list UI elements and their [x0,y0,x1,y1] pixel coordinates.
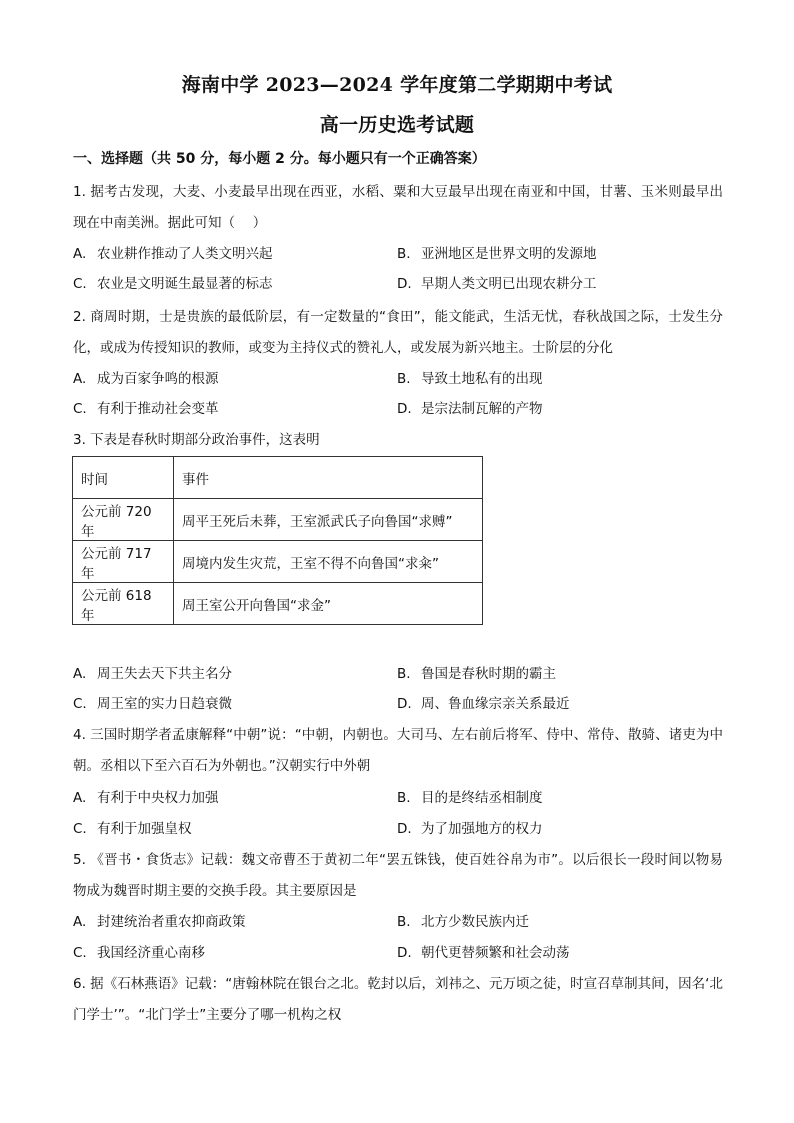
question-3-option-a[interactable] [73,664,232,684]
option-text: 目的是终结丞相制度 [421,790,543,806]
question-1-option-d[interactable] [397,274,597,294]
option-key: C. [73,696,87,712]
table-row [73,583,483,625]
question-3-stem: 3. 下表是春秋时期部分政治事件，这表明 [73,432,320,448]
table-header-cell: 事件 [174,457,483,499]
option-text: 鲁国是春秋时期的霸主 [421,666,556,682]
question-5-option-a[interactable] [73,912,246,932]
table-cell: 周平王死后未葬，王室派武氏子向鲁国“求赙” [174,499,483,541]
option-text: 导致土地私有的出现 [421,371,543,387]
question-3-option-b[interactable] [397,664,556,684]
option-key: A. [73,790,87,806]
option-key: C. [73,821,87,837]
question-3-option-d[interactable] [397,694,570,714]
question-1-option-a[interactable] [73,244,273,264]
table-header-row [73,457,483,499]
question-3-option-c[interactable] [73,694,232,714]
option-text: 北方少数民族内迁 [421,914,529,930]
option-key: C. [73,401,87,417]
table-row [73,541,483,583]
option-text: 周、鲁血缘宗亲关系最近 [421,696,570,712]
table-cell: 周王室公开向鲁国“求金” [174,583,483,625]
question-6-stem: 6. 据《石林燕语》记载：“唐翰林院在银台之北。乾封以后，刘祎之、元万顷之徒，时宣召草制其间，因名‘北门学士’”。“北门学士”主要分了哪一机构之权 [73,976,723,1023]
option-key: B. [397,790,411,806]
option-key: A. [73,666,87,682]
question-2-stem: 2. 商周时期，士是贵族的最低阶层，有一定数量的“食田”，能文能武，生活无忧，春秋战国之际，士发生分化，或成为传授知识的教师，或变为主持仪式的赞礼人，或发展为新兴地主。士阶层的分化 [73,309,723,356]
option-text: 周王室的实力日趋衰微 [97,696,232,712]
table-cell: 公元前 618 年 [73,583,174,625]
option-key: B. [397,371,411,387]
question-2-option-d[interactable] [397,399,543,419]
table-cell: 公元前 717 年 [73,541,174,583]
table-header-cell: 时间 [73,457,174,499]
option-key: A. [73,914,87,930]
option-text: 早期人类文明已出现农耕分工 [421,276,597,292]
question-4-stem: 4. 三国时期学者孟康解释“中朝”说：“中朝，内朝也。大司马、左右前后将军、侍中、常侍、散骑、诸吏为中朝。丞相以下至六百石为外朝也。”汉朝实行中外朝 [73,727,723,774]
option-key: B. [397,914,411,930]
option-text: 朝代更替频繁和社会动荡 [421,945,570,961]
option-key: A. [73,246,87,262]
option-key: B. [397,666,411,682]
option-text: 农业是文明诞生最显著的标志 [97,276,273,292]
question-1-option-b[interactable] [397,244,597,264]
option-text: 农业耕作推动了人类文明兴起 [97,246,273,262]
option-key: A. [73,371,87,387]
option-key: D. [397,696,412,712]
table-row [73,499,483,541]
option-text: 亚洲地区是世界文明的发源地 [421,246,597,262]
option-key: D. [397,276,412,292]
question-2-option-c[interactable] [73,399,219,419]
option-text: 成为百家争鸣的根源 [97,371,219,387]
option-text: 为了加强地方的权力 [421,821,543,837]
question-4-option-c[interactable] [73,819,192,839]
option-text: 封建统治者重农抑商政策 [97,914,246,930]
exam-title: 海南中学 2023—2024 学年度第二学期期中考试 [181,74,613,96]
question-1-stem: 1. 据考古发现，大麦、小麦最早出现在西亚，水稻、粟和大豆最早出现在南亚和中国，甘薯、玉米则最早出现在中南美洲。据此可知（ ） [73,184,723,231]
question-2-option-b[interactable] [397,369,543,389]
question-5-option-b[interactable] [397,912,529,932]
option-key: B. [397,246,411,262]
option-key: D. [397,401,412,417]
events-table [72,456,483,625]
option-key: D. [397,821,412,837]
option-text: 有利于中央权力加强 [97,790,219,806]
question-4-option-a[interactable] [73,788,219,808]
option-key: D. [397,945,412,961]
question-1-option-c[interactable] [73,274,273,294]
option-key: C. [73,945,87,961]
option-text: 有利于推动社会变革 [97,401,219,417]
exam-subtitle: 高一历史选考试题 [319,114,475,136]
section-heading: 一、选择题（共 50 分，每小题 2 分。每小题只有一个正确答案） [73,151,486,167]
option-text: 我国经济重心南移 [97,945,205,961]
question-2-option-a[interactable] [73,369,219,389]
table-cell: 周境内发生灾荒，王室不得不向鲁国“求籴” [174,541,483,583]
question-5-option-d[interactable] [397,943,570,963]
option-text: 周王失去天下共主名分 [97,666,232,682]
table-cell: 公元前 720 年 [73,499,174,541]
question-5-stem: 5. 《晋书・食货志》记载：魏文帝曹丕于黄初二年“罢五铢钱，使百姓谷帛为市”。以后很长一段时间以物易物成为魏晋时期主要的交换手段。其主要原因是 [73,852,723,899]
question-5-option-c[interactable] [73,943,205,963]
question-4-option-d[interactable] [397,819,543,839]
option-text: 是宗法制瓦解的产物 [421,401,543,417]
option-text: 有利于加强皇权 [97,821,192,837]
question-4-option-b[interactable] [397,788,543,808]
option-key: C. [73,276,87,292]
